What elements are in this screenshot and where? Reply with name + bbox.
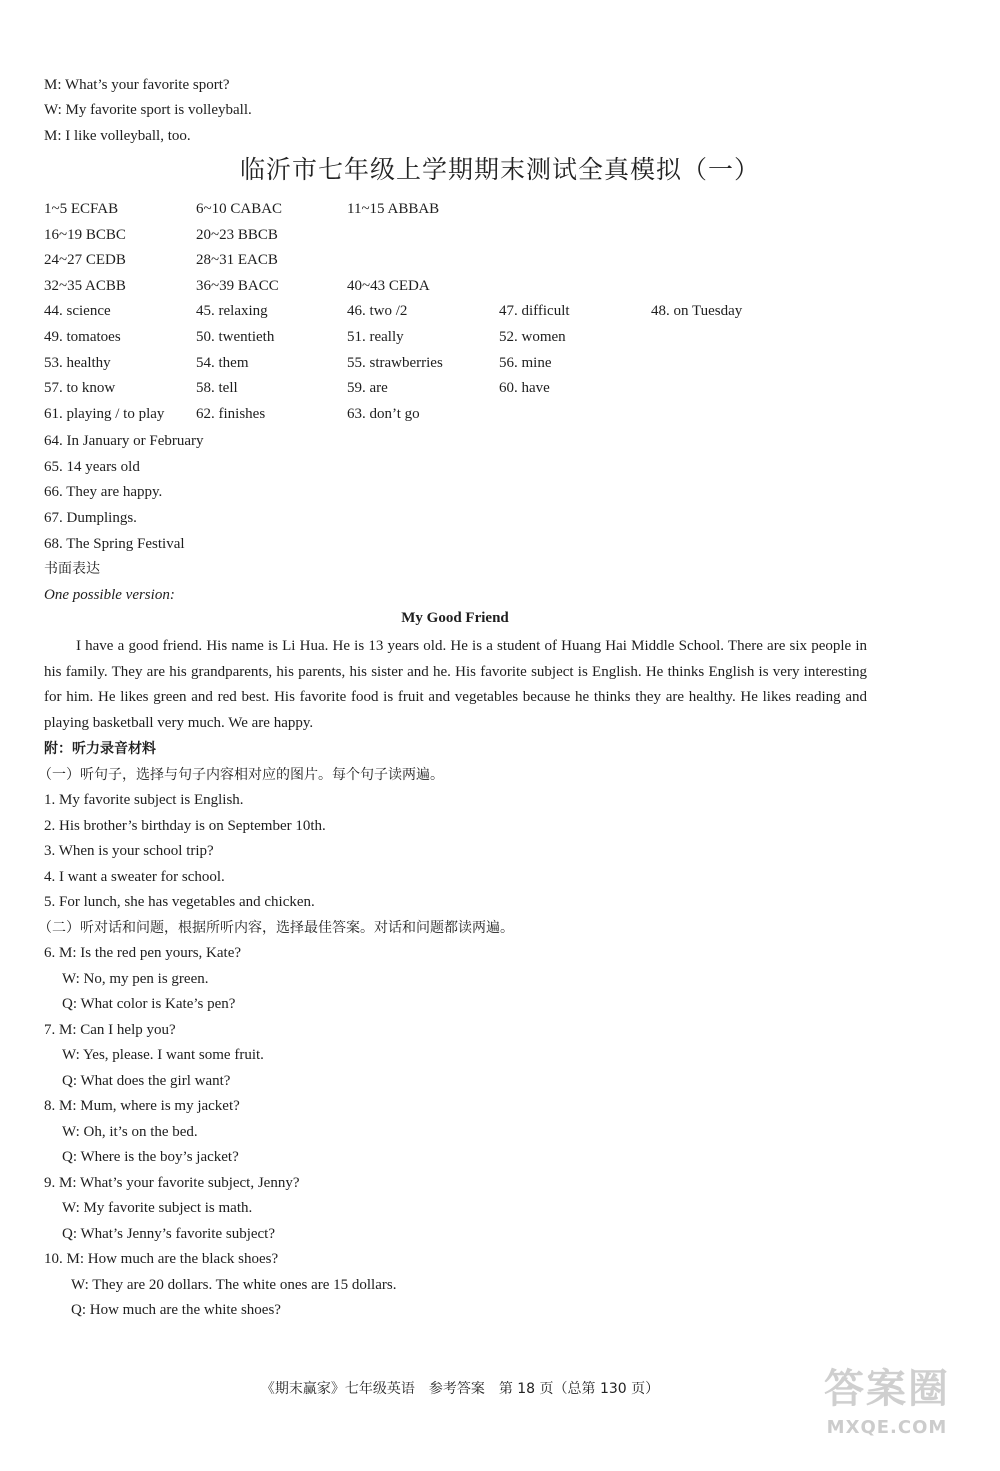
dialogue-question: 9. M: What’s your favorite subject, Jenny? bbox=[44, 1174, 300, 1191]
answer-cell: 47. difficult bbox=[499, 303, 570, 320]
section-instruction: （一）听句子，选择与句子内容相对应的图片。每个句子读两遍。 bbox=[38, 766, 444, 783]
dialogue-line: M: I like volleyball, too. bbox=[44, 128, 191, 144]
dialogue-line: W: My favorite sport is volleyball. bbox=[44, 102, 252, 118]
answer-cell: 28~31 EACB bbox=[196, 252, 278, 269]
listening-heading: 附：听力录音材料 bbox=[44, 741, 156, 757]
listening-sentence: 5. For lunch, she has vegetables and chicken. bbox=[44, 894, 315, 910]
section-instruction: （二）听对话和问题，根据所听内容，选择最佳答案。对话和问题都读两遍。 bbox=[38, 919, 514, 936]
possible-version-label: One possible version: bbox=[44, 587, 175, 604]
short-answer: 67. Dumplings. bbox=[44, 510, 137, 527]
answer-cell: 56. mine bbox=[499, 354, 552, 371]
dialogue-line: M: What’s your favorite sport? bbox=[44, 77, 230, 93]
dialogue-query: Q: Where is the boy’s jacket? bbox=[62, 1149, 239, 1165]
listening-sentence: 1. My favorite subject is English. bbox=[44, 792, 244, 808]
answer-cell: 16~19 BCBC bbox=[44, 226, 126, 243]
short-answer: 66. They are happy. bbox=[44, 484, 163, 501]
answer-cell: 32~35 ACBB bbox=[44, 277, 126, 294]
answer-cell: 6~10 CABAC bbox=[196, 201, 283, 217]
dialogue-question: 10. M: How much are the black shoes? bbox=[44, 1251, 279, 1267]
answer-cell: 52. women bbox=[499, 328, 566, 345]
answer-cell: 54. them bbox=[196, 354, 249, 371]
listening-sentence: 2. His brother’s birthday is on September 10th. bbox=[44, 817, 326, 834]
dialogue-reply: W: Yes, please. I want some fruit. bbox=[62, 1047, 264, 1063]
answer-cell: 50. twentieth bbox=[196, 328, 275, 345]
short-answer: 65. 14 years old bbox=[44, 458, 140, 475]
short-answer: 68. The Spring Festival bbox=[44, 535, 185, 552]
dialogue-query: Q: What’s Jenny’s favorite subject? bbox=[62, 1225, 276, 1242]
dialogue-query: Q: What does the girl want? bbox=[62, 1072, 231, 1089]
short-answer-list bbox=[44, 430, 204, 610]
dialogue-question: 6. M: Is the red pen yours, Kate? bbox=[44, 945, 242, 961]
dialogue-question: 8. M: Mum, where is my jacket? bbox=[44, 1098, 240, 1114]
answer-cell: 48. on Tuesday bbox=[651, 303, 743, 320]
answer-cell: 61. playing / to play bbox=[44, 405, 165, 422]
answer-cell: 1~5 ECFAB bbox=[44, 201, 119, 217]
answer-cell: 63. don’t go bbox=[347, 405, 420, 422]
answer-cell: 58. tell bbox=[196, 380, 238, 397]
answer-cell: 46. two /2 bbox=[347, 303, 408, 320]
dialogue-reply: W: They are 20 dollars. The white ones are 15 dollars. bbox=[71, 1276, 397, 1293]
listening-sentence: 4. I want a sweater for school. bbox=[44, 868, 225, 885]
answer-cell: 20~23 BBCB bbox=[196, 226, 278, 243]
essay-title: My Good Friend bbox=[401, 610, 509, 626]
essay-body: I have a good friend. His name is Li Hua. He is 13 years old. He is a student of Huang Hai Middle School. There are six people in his family. They are his grandparents, his parents, his sister and he. His favorite subject is English. He thinks English is very interesting for him. He likes green and red best. His favorite food is fruit and vegetables because he thinks they are healthy. He likes reading and playing basketball very much. We are happy. bbox=[44, 638, 867, 731]
answer-cell: 53. healthy bbox=[44, 354, 111, 371]
answer-cell: 24~27 CEDB bbox=[44, 252, 126, 269]
dialogue-reply: W: Oh, it’s on the bed. bbox=[62, 1123, 198, 1140]
page-footer: 《期末赢家》七年级英语 参考答案 第 18 页（总第 130 页） bbox=[260, 1381, 660, 1397]
dialogue-reply: W: No, my pen is green. bbox=[62, 970, 209, 987]
answer-cell: 49. tomatoes bbox=[44, 328, 121, 345]
answer-cell: 45. relaxing bbox=[196, 303, 268, 320]
dialogue-query: Q: What color is Kate’s pen? bbox=[62, 996, 236, 1012]
answer-cell: 62. finishes bbox=[196, 405, 266, 422]
listening-materials bbox=[38, 738, 514, 1325]
answer-cell: 51. really bbox=[347, 328, 404, 345]
dialogue-query: Q: How much are the white shoes? bbox=[71, 1302, 281, 1318]
watermark-main-text: 答案圈 bbox=[824, 1366, 950, 1412]
watermark-url: MXQE.COM bbox=[826, 1417, 948, 1438]
answer-cell: 55. strawberries bbox=[347, 354, 443, 371]
answer-cell: 11~15 ABBAB bbox=[347, 201, 440, 217]
answer-cell: 44. science bbox=[44, 303, 111, 320]
listening-sentence: 3. When is your school trip? bbox=[44, 843, 214, 859]
short-answer: 64. In January or February bbox=[44, 433, 204, 449]
watermark-logo bbox=[792, 1361, 982, 1461]
answer-cell: 40~43 CEDA bbox=[347, 277, 430, 294]
answer-cell: 57. to know bbox=[44, 380, 116, 397]
dialogue-reply: W: My favorite subject is math. bbox=[62, 1200, 253, 1216]
answer-cell: 59. are bbox=[347, 380, 388, 397]
writing-label: 书面表达 bbox=[44, 561, 100, 578]
answer-cell: 36~39 BACC bbox=[196, 277, 279, 294]
page-title: 临沂市七年级上学期期末测试全真模拟（一） bbox=[239, 155, 760, 184]
dialogue-question: 7. M: Can I help you? bbox=[44, 1021, 176, 1038]
answer-cell: 60. have bbox=[499, 380, 550, 397]
